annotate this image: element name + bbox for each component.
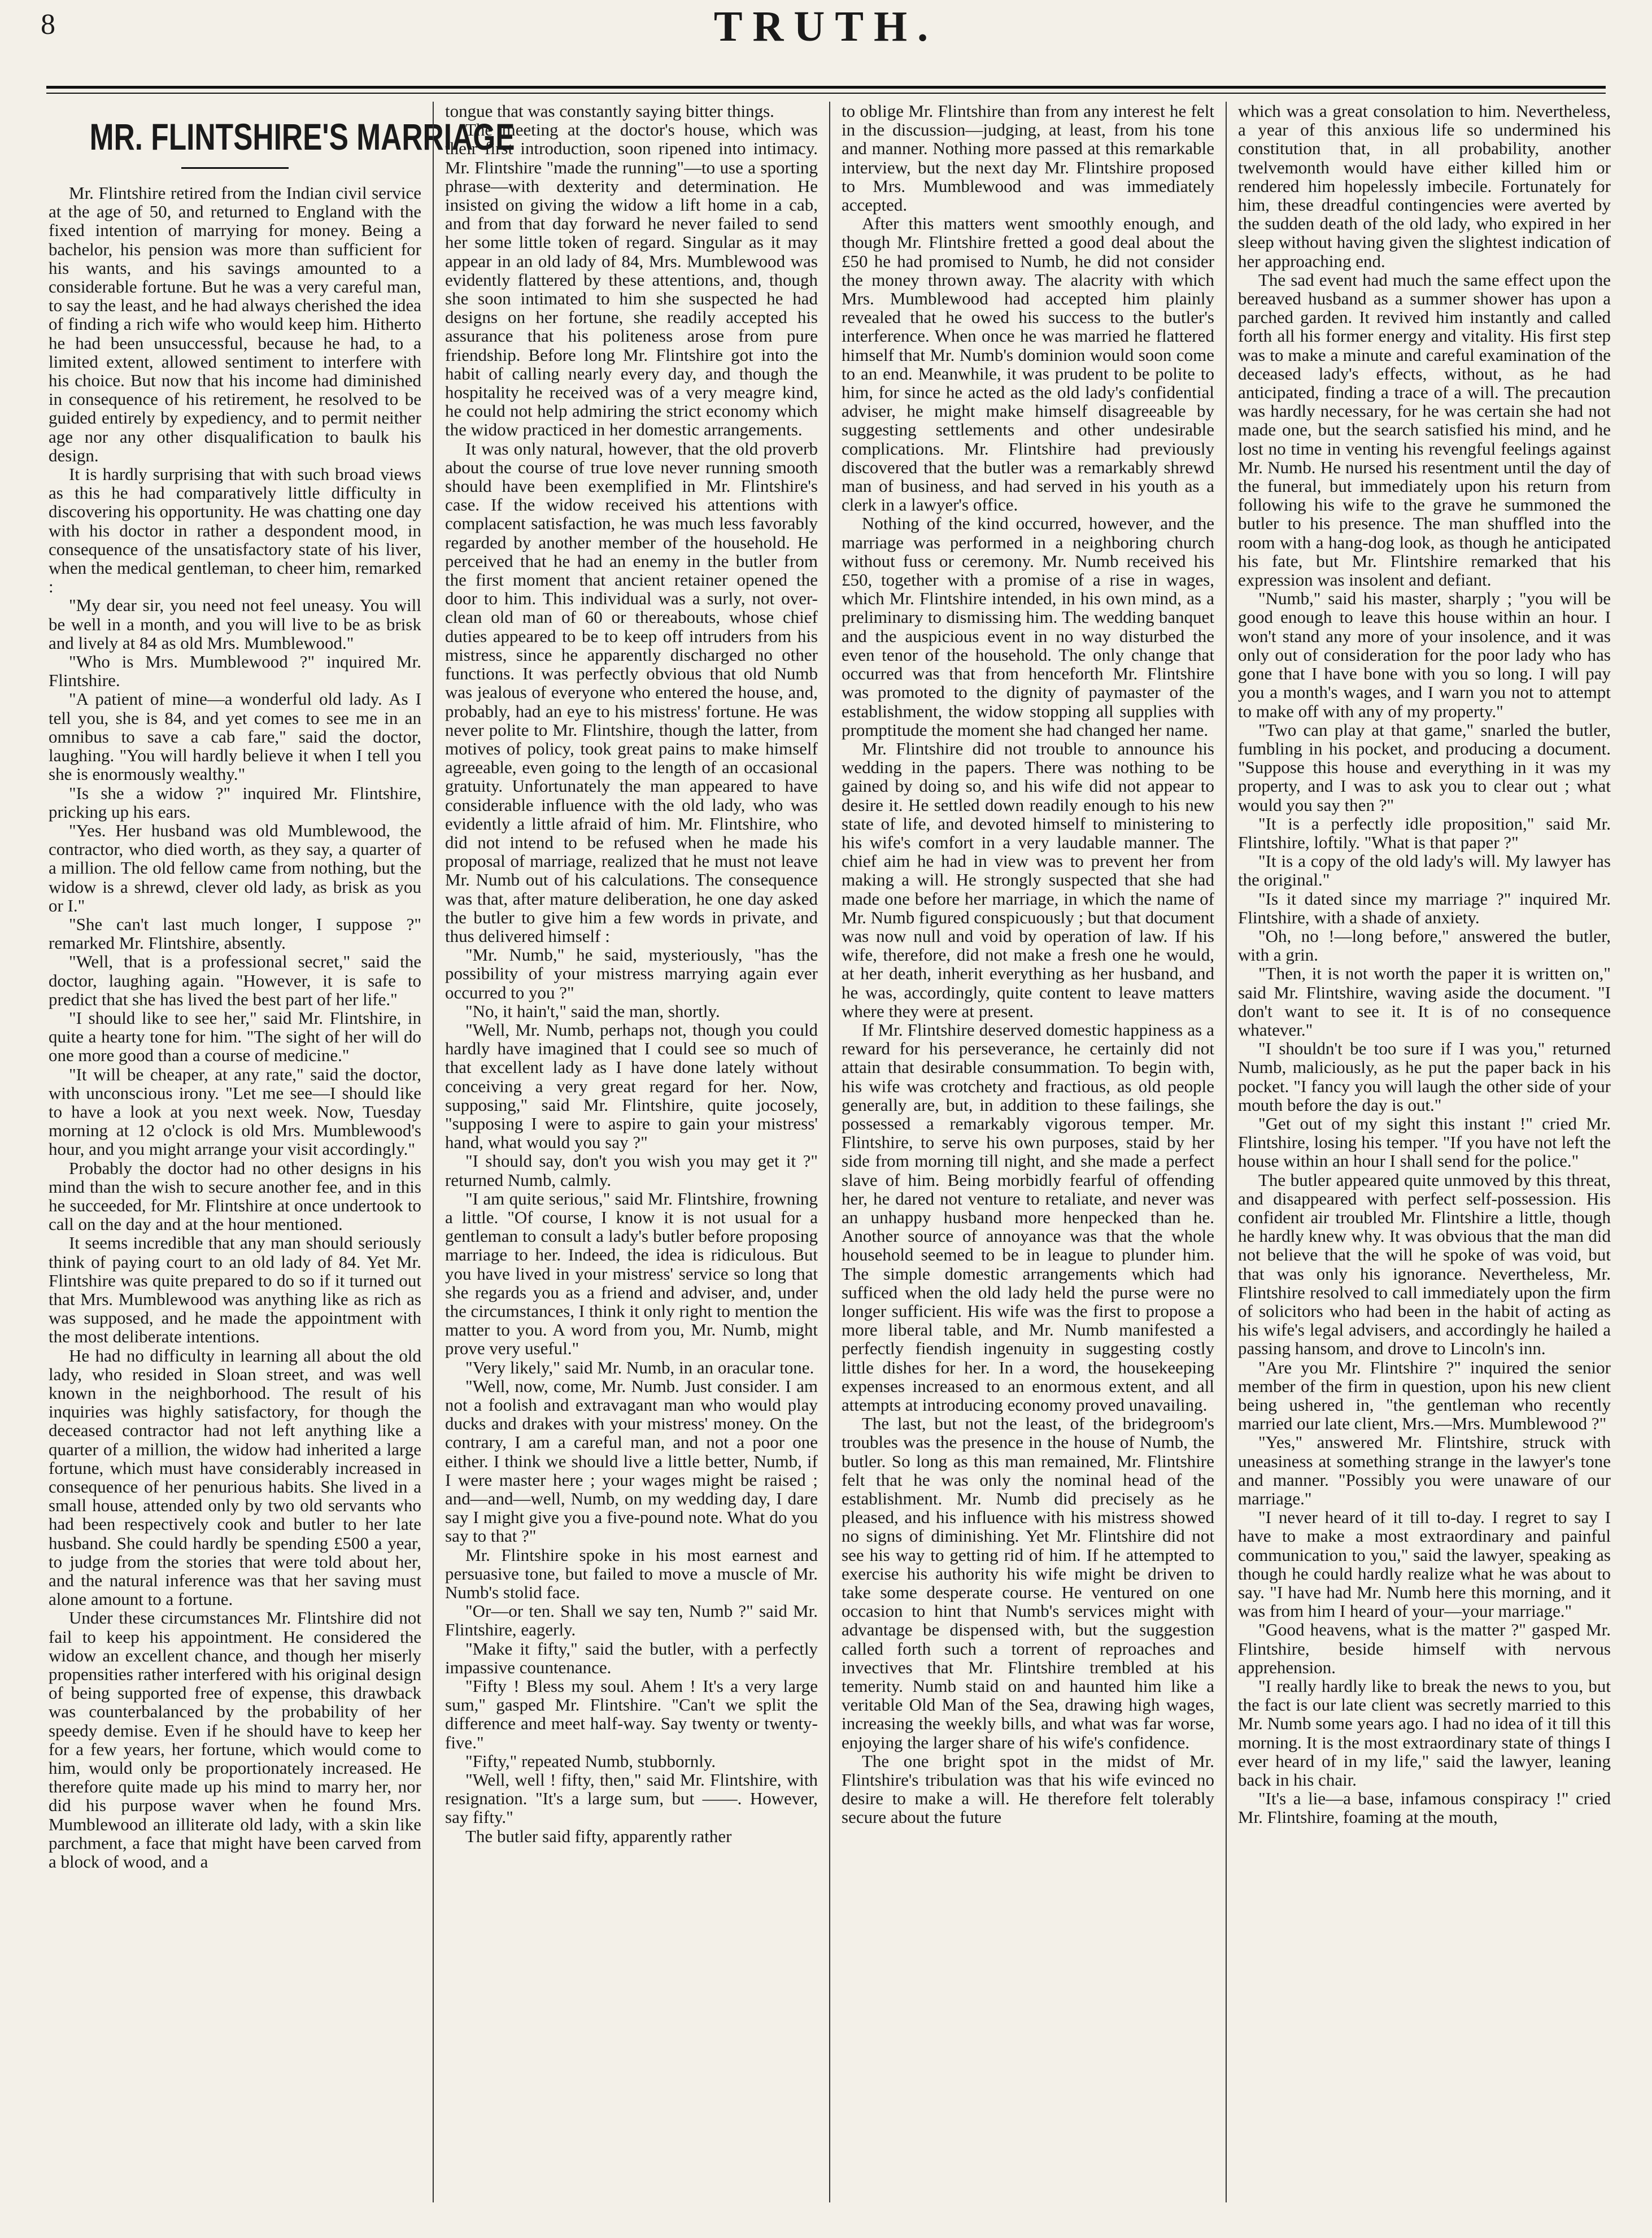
paragraph: "My dear sir, you need not feel uneasy. You will be well in a month, and you will live to be as brisk and lively at 84 as old Mrs. Mumblewood." — [49, 595, 421, 653]
paragraph: "Yes," answered Mr. Flintshire, struck with uneasiness at something strange in the lawyer's tone and manner. "Possibly you were unaware of our marriage." — [1238, 1432, 1611, 1509]
column-4-text — [1238, 102, 1611, 1827]
headline-rule — [181, 167, 289, 169]
masthead-rule-thick — [46, 86, 1606, 89]
paragraph: "No, it hain't," said the man, shortly. — [465, 1001, 720, 1021]
column-divider — [1226, 102, 1227, 2202]
masthead: TRUTH. — [713, 3, 939, 50]
column-1 — [49, 102, 515, 2208]
paragraph: "Well, well ! fifty, then," said Mr. Flintshire, with resignation. "It's a large sum, but ——. However, say fifty." — [445, 1770, 818, 1827]
paragraph: "Well, now, come, Mr. Numb. Just consider. I am not a foolish and extravagant man who would play ducks and drakes with your mistress' money. On the contrary, I am a careful man, and not a poor one either. I think we should live a little better, Numb, if I were master here ; your wages might be raised ; and—and—well, Numb, on my wedding day, I dare say I might give you a five-pound note. What do you say to that ?" — [445, 1376, 818, 1546]
column-divider — [433, 102, 434, 2202]
paragraph: which was a great consolation to him. Nevertheless, a year of this anxious life so undermined his constitution that, in all probability, another twelvemonth would have either killed him or rendered him hopelessly imbecile. Fortunately for him, these dreadful contingencies were averted by the sudden death of the old lady, who expired in her sleep without having given the slightest indication of her approaching end. — [1238, 101, 1611, 271]
paragraph: "Is she a widow ?" inquired Mr. Flintshire, pricking up his ears. — [49, 783, 421, 822]
paragraph: "Oh, no !—long before," answered the butler, with a grin. — [1238, 926, 1611, 965]
paragraph: "It is a copy of the old lady's will. My lawyer has the original." — [1238, 851, 1611, 890]
masthead-rule-thin — [46, 93, 1606, 94]
paragraph: "Two can play at that game," snarled the butler, fumbling in his pocket, and producing a document. "Suppose this house and everything in it was my property, and I was to ask you to clear out ; what would you say then ?" — [1238, 719, 1611, 815]
paragraph: "I never heard of it till to-day. I regret to say I have to make a most extraordinary and painful communication to you," said the lawyer, speaking as though he could hardly realize what he was about to say. "I have had Mr. Numb here this morning, and it was from him I heard of your—your marriage." — [1238, 1507, 1611, 1621]
paragraph: The one bright spot in the midst of Mr. Flintshire's tribulation was that his wife evinced no desire to make a will. He therefore felt tolerably secure about the future — [842, 1751, 1214, 1827]
paragraph: "Good heavens, what is the matter ?" gasped Mr. Flintshire, beside himself with nervous apprehension. — [1238, 1620, 1611, 1677]
paragraph: "Numb," said his master, sharply ; "you will be good enough to leave this house within an hour. I won't stand any more of your insolence, and it was only out of consideration for the poor lady who has gone that I have bone with you so long. I will pay you a month's wages, and I warn you not to attempt to make off with any of my property." — [1238, 588, 1611, 721]
paragraph: The meeting at the doctor's house, which was their first introduction, soon ripened into intimacy. Mr. Flintshire "made the running"—to use a sporting phrase—with dexterity and determination. He insisted on giving the widow a lift home in a cab, and from that day forward he never failed to send her some little token of regard. Singular as it may appear in an old lady of 84, Mrs. Mumblewood was evidently flattered by these attentions, and, though she soon intimated to him she suspected he had designs on her fortune, she readily accepted his assurance that his politeness arose from pure friendship. Before long Mr. Flintshire got into the habit of calling nearly every day, and though the hospitality he received was of a very meagre kind, he could not help admiring the strict economy which the widow practiced in her domestic arrangements. — [445, 120, 818, 440]
paragraph: "It's a lie—a base, infamous conspiracy !" cried Mr. Flintshire, foaming at the mouth, — [1238, 1788, 1611, 1827]
paragraph: If Mr. Flintshire deserved domestic happiness as a reward for his perseverance, he certainly did not attain that desirable consummation. To begin with, his wife was crotchety and fractious, as old people generally are, but, in addition to these failings, she possessed a remarkably vigorous temper. Mr. Flintshire, to serve his own purposes, staid by her side from morning till night, and she made a perfect slave of him. Being morbidly fearful of offending her, he dared not venture to retaliate, and never was an unhappy husband more henpecked than he. Another source of annoyance was that the whole household seemed to be in league to plunder him. The simple domestic arrangements which had sufficed when the old lady held the purse were no longer sufficient. His wife was the first to propose a more liberal table, and Mr. Numb manifested a perfectly fiendish ingenuity in suggesting costly little dishes for her. In a word, the housekeeping expenses increased to an enormous extent, and all attempts at introducing economy proved unavailing. — [842, 1019, 1214, 1415]
paragraph: "Who is Mrs. Mumblewood ?" inquired Mr. Flintshire. — [49, 652, 421, 691]
paragraph: Mr. Flintshire retired from the Indian civil service at the age of 50, and returned to England with the fixed intention of marrying for money. Being a bachelor, his pension was more than sufficient for his wants, and his savings amounted to a considerable fortune. But he was a very careful man, to say the least, and he had always cherished the idea of finding a rich wife who would keep him. Hitherto he had been unsuccessful, because he had, to a limited extent, allowed sentiment to interfere with his choice. But now that his income had diminished in consequence of his retirement, he resolved to be guided entirely by expediency, and to permit neither age nor any other disqualification to baulk his design. — [49, 183, 421, 465]
column-1-text — [49, 184, 421, 1871]
paragraph: The last, but not the least, of the bridegroom's troubles was the presence in the house of Numb, the butler. So long as this man remained, Mr. Flintshire felt that he was only the nominal head of the establishment. Mr. Numb did precisely as he pleased, and his influence with his mistress showed no signs of diminishing. Yet Mr. Flintshire did not see his way to getting rid of him. If he attempted to exercise his authority his wife might be driven to take some desperate course. He ventured on one occasion to hint that Numb's services might with advantage be dispensed with, but the suggestion called forth such a torrent of reproaches and invectives that Mr. Flintshire trembled at his temerity. Numb staid on and haunted him like a veritable Old Man of the Sea, drawing high wages, increasing the weekly bills, and what was far worse, enjoying the larger share of his wife's confidence. — [842, 1414, 1214, 1752]
paragraph: to oblige Mr. Flintshire than from any interest he felt in the discussion—judging, at least, from his tone and manner. Nothing more passed at this remarkable interview, but the next day Mr. Flintshire proposed to Mrs. Mumblewood and was immediately accepted. — [842, 101, 1214, 215]
column-3 — [842, 102, 1214, 2208]
column-divider — [829, 102, 830, 2202]
paragraph: It was only natural, however, that the old proverb about the course of true love never running smooth should have been exemplified in Mr. Flintshire's case. If the widow received his attentions with complacent satisfaction, he was much less favorably regarded by another member of the household. He perceived that he had an enemy in the butler from the first moment that ancient retainer opened the door to him. This individual was a surly, not over-clean old man of 60 or thereabouts, whose chief duties appeared to be to keep off intruders from his mistress, since he apparently discharged no other functions. It was perfectly obvious that old Numb was jealous of everyone who entered the house, and, probably, had an eye to his mistress' fortune. He was never polite to Mr. Flintshire, though the latter, from motives of policy, took great pains to make himself agreeable, even going to the length of an occasional gratuity. Unfortunately the man appeared to have considerable influence with the old lady, who was evidently a little afraid of him. Mr. Flintshire, who did not intend to be refused when he made his proposal of marriage, realized that he must not leave Mr. Numb out of his calculations. The consequence was that, after mature deliberation, he one day asked the butler to give him a few words in private, and thus delivered himself : — [445, 438, 818, 946]
paragraph: "I should say, don't you wish you may get it ?" returned Numb, calmly. — [445, 1151, 818, 1190]
paragraph: "A patient of mine—a wonderful old lady. As I tell you, she is 84, and yet comes to see me in an omnibus to save a cab fare," said the doctor, laughing. "You will hardly believe it when I tell you she is enormously wealthy." — [49, 689, 421, 784]
paragraph: "Well, Mr. Numb, perhaps not, though you could hardly have imagined that I could see so much of that excellent lady as I have done lately without conceiving a very great regard for her. Now, supposing," said Mr. Flintshire, quite jocosely, "supposing I were to aspire to gain your mistress' hand, what would you say ?" — [445, 1019, 818, 1153]
column-2 — [445, 102, 818, 2208]
paragraph: The butler said fifty, apparently rather — [465, 1826, 732, 1846]
paragraph: After this matters went smoothly enough, and though Mr. Flintshire fretted a good deal about the £50 he had promised to Numb, he did not consider the money thrown away. The alacrity with which Mrs. Mumblewood had accepted him plainly revealed that he owed his success to the butler's interference. When once he was married he flattered himself that Mr. Numb's dominion would soon come to an end. Meanwhile, it was prudent to be polite to him, for since he acted as the old lady's confidential adviser, he might make himself disagreeable by suggesting settlements and other undesirable complications. Mr. Flintshire had previously discovered that the butler was a remarkably shrewd man of business, and had served in his youth as a clerk in a lawyer's office. — [842, 213, 1214, 515]
paragraph: "Get out of my sight this instant !" cried Mr. Flintshire, losing his temper. "If you have not left the house within an hour I shall send for the police." — [1238, 1113, 1611, 1171]
paragraph: "Well, that is a professional secret," said the doctor, laughing again. "However, it is safe to predict that she has lived the best part of her life." — [49, 952, 421, 1009]
paragraph: tongue that was constantly saying bitter things. — [445, 101, 774, 121]
paragraph: The butler appeared quite unmoved by this threat, and disappeared with perfect self-possession. His confident air troubled Mr. Flintshire a little, though he hardly knew why. It was obvious that the man did not believe that the will he spoke of was void, but that was only his ignorance. Nevertheless, Mr. Flintshire resolved to call immediately upon the firm of solicitors who had been in the habit of acting as his wife's legal advisers, and accordingly he hailed a passing hansom, and drove to Lincoln's inn. — [1238, 1170, 1611, 1359]
column-4 — [1238, 102, 1611, 2208]
paragraph: It is hardly surprising that with such broad views as this he had comparatively little difficulty in discovering his opportunity. He was chatting one day with his doctor in rather a despondent mood, in consequence of the unsatisfactory state of his liver, when the medical gentleman, to cheer him, remarked : — [49, 464, 421, 597]
paragraph: "I am quite serious," said Mr. Flintshire, frowning a little. "Of course, I know it is not usual for a gentleman to consult a lady's butler before proposing marriage to her. Indeed, the idea is ridiculous. But you have lived in your mistress' service so long that she regards you as a friend and adviser, and, under the circumstances, I think it only right to mention the matter to you. A word from you, Mr. Numb, might prove very useful." — [445, 1188, 818, 1359]
paragraph: "I shouldn't be too sure if I was you," returned Numb, maliciously, as he put the paper back in his pocket. "I fancy you will laugh the other side of your mouth before the day is out." — [1238, 1039, 1611, 1115]
article-headline: MR. FLINTSHIRE'S MARRIAGE — [89, 116, 515, 158]
paragraph: "Or—or ten. Shall we say ten, Numb ?" said Mr. Flintshire, eagerly. — [445, 1601, 818, 1640]
paragraph: Mr. Flintshire did not trouble to announce his wedding in the papers. There was nothing to be gained by doing so, and his wife did not appear to desire it. He settled down readily enough to his new state of life, and devoted himself to ministering to his wife's comfort in a very laudable manner. The chief aim he had in view was to prevent her from making a will. He strongly suspected that she had made one before her marriage, in which the name of Mr. Numb figured conspicuously ; but that document was now null and void by operation of law. If his wife, therefore, did not make a fresh one he would, at her death, inherit everything as her husband, and he was, accordingly, quite content to leave matters where they were at present. — [842, 738, 1214, 1021]
paragraph: Probably the doctor had no other designs in his mind than the wish to secure another fee, and in this he succeeded, for Mr. Flintshire at once undertook to call on the day and at the hour mentioned. — [49, 1158, 421, 1234]
column-2-text — [445, 102, 818, 1846]
paragraph: "She can't last much longer, I suppose ?" remarked Mr. Flintshire, absently. — [49, 914, 421, 953]
paragraph: It seems incredible that any man should seriously think of paying court to an old lady of 84. Yet Mr. Flintshire was quite prepared to do so if it turned out that Mrs. Mumblewood was anything like as rich as was supposed, and he made the appointment with the most deliberate intentions. — [49, 1233, 421, 1347]
paragraph: "Make it fifty," said the butler, with a perfectly impassive countenance. — [445, 1638, 818, 1677]
paragraph: "Fifty," repeated Numb, stubbornly. — [465, 1751, 716, 1771]
paragraph: "Is it dated since my marriage ?" inquired Mr. Flintshire, with a shade of anxiety. — [1238, 888, 1611, 927]
paragraph: "I should like to see her," said Mr. Flintshire, in quite a hearty tone for him. "The sight of her will do one more good than a course of medicine." — [49, 1007, 421, 1066]
paragraph: "It will be cheaper, at any rate," said the doctor, with unconscious irony. "Let me see—I should like to have a look at you next week. Now, Tuesday morning at 12 o'clock is old Mrs. Mumblewood's hour, and you might arrange your visit accordingly." — [49, 1064, 421, 1159]
paragraph: "Yes. Her husband was old Mumblewood, the contractor, who died worth, as they say, a quarter of a million. The old fellow came from nothing, but the widow is a shrewd, clever old lady, as brisk as you or I." — [49, 820, 421, 915]
page-number: 8 — [41, 8, 55, 41]
column-3-text — [842, 102, 1214, 1827]
paragraph: Nothing of the kind occurred, however, and the marriage was performed in a neighboring church without fuss or ceremony. Mr. Numb received his £50, together with a promise of a rise in wages, which Mr. Flintshire intended, in his own mind, as a preliminary to dismissing him. The wedding banquet and the auspicious event in no way disturbed the even tenor of the household. The only change that occurred was that from henceforth Mr. Flintshire was promoted to the dignity of paymaster of the establishment, the widow stopping all supplies with promptitude the moment she had changed her name. — [842, 513, 1214, 740]
paragraph: He had no difficulty in learning all about the old lady, who resided in Sloan street, and was well known in the neighborhood. The result of his inquiries was highly satisfactory, for though the deceased contractor had not left anything like a quarter of a million, the widow had inherited a large fortune, which must have considerably increased in consequence of her penurious habits. She lived in a small house, attended only by two old servants who had been respectively cook and butler to her late husband. She could hardly be spending £500 a year, to judge from the stories that were told about her, and the natural inference was that her saving must alone amount to a fortune. — [49, 1345, 421, 1609]
paragraph: "Are you Mr. Flintshire ?" inquired the senior member of the firm in question, upon his new client being ushered in, "the gentleman who recently married our late client, Mrs.—Mrs. Mumblewood ?" — [1238, 1357, 1611, 1434]
paragraph: Mr. Flintshire spoke in his most earnest and persuasive tone, but failed to move a muscle of Mr. Numb's stolid face. — [445, 1545, 818, 1603]
paragraph: "Then, it is not worth the paper it is written on," said Mr. Flintshire, waving aside the document. "I don't want to see it. It is of no consequence whatever." — [1238, 963, 1611, 1040]
paragraph: Under these circumstances Mr. Flintshire did not fail to keep his appointment. He considered the widow an excellent chance, and though her miserly propensities rather interfered with his original design of being supported free of expense, this drawback was counterbalanced by the probability of her speedy demise. Even if he should have to keep her for a few years, her fortune, which would come to him, would only be proportionately increased. He therefore quite made up his mind to marry her, nor did his purpose waver when he found Mrs. Mumblewood an illiterate old lady, with a skin like parchment, a face that might have been carved from a block of wood, and a — [49, 1608, 421, 1872]
paragraph: "Very likely," said Mr. Numb, in an oracular tone. — [465, 1357, 814, 1377]
paragraph: "Fifty ! Bless my soul. Ahem ! It's a very large sum," gasped Mr. Flintshire. "Can't we split the difference and meet half-way. Say twenty or twenty-five." — [445, 1676, 818, 1752]
paragraph: "It is a perfectly idle proposition," said Mr. Flintshire, loftily. "What is that paper ?" — [1238, 813, 1611, 852]
paragraph: "Mr. Numb," he said, mysteriously, "has the possibility of your mistress marrying again ever occurred to you ?" — [445, 945, 818, 1002]
paragraph: "I really hardly like to break the news to you, but the fact is our late client was secretly married to this Mr. Numb some years ago. I had no idea of it till this morning. It is the most extraordinary state of things I ever heard of in my life," said the lawyer, leaning back in his chair. — [1238, 1676, 1611, 1790]
paragraph: The sad event had much the same effect upon the bereaved husband as a summer shower has upon a parched garden. It revived him instantly and called forth all his former energy and vitality. His first step was to make a minute and careful examination of the deceased lady's effects, without, as he had anticipated, finding a trace of a will. The precaution was hardly necessary, for he was certain she had not made one, but the search satisfied his mind, and he lost no time in venting his revengful feelings against Mr. Numb. He nursed his resentment until the day of the funeral, but immediately upon his return from following his wife to the grave he summoned the butler to his presence. The man shuffled into the room with a hang-dog look, as though he anticipated his fate, but Mr. Flintshire remarked that his expression was insolent and defiant. — [1238, 269, 1611, 590]
